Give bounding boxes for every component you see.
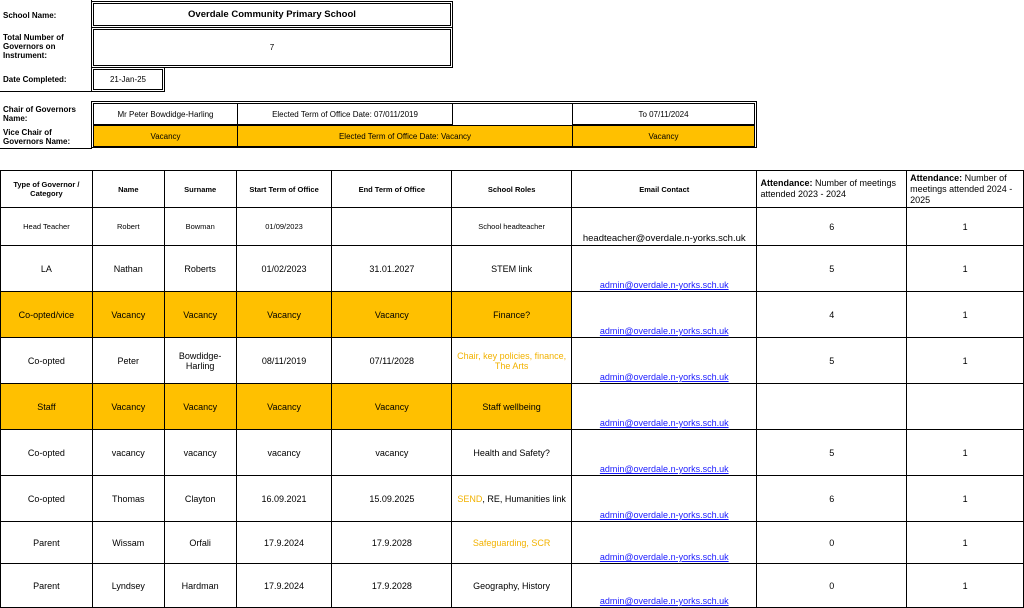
header-name: Name xyxy=(92,171,164,208)
email-link[interactable]: admin@overdale.n-yorks.sch.uk xyxy=(599,418,729,428)
cell-start: 01/09/2023 xyxy=(236,208,332,246)
cell-end: 17.9.2028 xyxy=(332,522,452,564)
cell-end xyxy=(332,208,452,246)
vice-chair-term-value xyxy=(237,125,573,147)
cell-name: Vacancy xyxy=(92,292,164,338)
cell-att-2024: 1 xyxy=(907,338,1024,384)
cell-att-2024 xyxy=(907,384,1024,430)
governors-table xyxy=(0,170,1024,608)
date-completed-label: Date Completed: xyxy=(3,75,67,84)
chair-name-text: Mr Peter Bowdidge-Harling xyxy=(117,109,214,119)
cell-att-2024: 1 xyxy=(907,564,1024,608)
cell-name: Wissam xyxy=(92,522,164,564)
cell-start: 08/11/2019 xyxy=(236,338,332,384)
date-completed-text: 21-Jan-25 xyxy=(109,75,147,84)
cell-end: vacancy xyxy=(332,430,452,476)
cell-name: Vacancy xyxy=(92,384,164,430)
cell-att-2024: 1 xyxy=(907,430,1024,476)
header-start-term: Start Term of Office xyxy=(236,171,332,208)
governors-count-text: 7 xyxy=(269,43,275,52)
cell-name: Thomas xyxy=(92,476,164,522)
cell-att-2023: 5 xyxy=(757,246,907,292)
cell-roles xyxy=(452,476,572,522)
cell-email xyxy=(572,522,757,564)
cell-type: Co-opted xyxy=(1,430,93,476)
cell-att-2023: 4 xyxy=(757,292,907,338)
cell-email xyxy=(572,338,757,384)
cell-roles: Finance? xyxy=(452,292,572,338)
table-header-row xyxy=(1,171,1024,208)
cell-start: vacancy xyxy=(236,430,332,476)
cell-start: 16.09.2021 xyxy=(236,476,332,522)
cell-name: Robert xyxy=(92,208,164,246)
cell-att-2023: 0 xyxy=(757,564,907,608)
cell-end: Vacancy xyxy=(332,292,452,338)
cell-roles: Safeguarding, SCR xyxy=(452,522,572,564)
cell-email xyxy=(572,384,757,430)
table-row xyxy=(1,292,1024,338)
vice-chair-label: Vice Chair of Governors Name: xyxy=(3,128,71,146)
cell-end: 17.9.2028 xyxy=(332,564,452,608)
cell-att-2024: 1 xyxy=(907,208,1024,246)
table-row xyxy=(1,564,1024,608)
cell-roles: Staff wellbeing xyxy=(452,384,572,430)
cell-surname: Vacancy xyxy=(164,384,236,430)
chair-term-text: Elected Term of Office Date: 07/011/2019 xyxy=(272,109,418,119)
email-link[interactable]: admin@overdale.n-yorks.sch.uk xyxy=(599,372,729,382)
table-row xyxy=(1,246,1024,292)
table-row xyxy=(1,522,1024,564)
table-row xyxy=(1,430,1024,476)
cell-type: Head Teacher xyxy=(1,208,93,246)
cell-type: Parent xyxy=(1,522,93,564)
roles-rest: , RE, Humanities link xyxy=(482,493,566,504)
cell-start: 01/02/2023 xyxy=(236,246,332,292)
email-link[interactable]: admin@overdale.n-yorks.sch.uk xyxy=(599,464,729,474)
cell-att-2023: 5 xyxy=(757,430,907,476)
cell-att-2024: 1 xyxy=(907,292,1024,338)
cell-att-2023 xyxy=(757,384,907,430)
attendance-1-text: Number of meetings attended 2023 - 2024 xyxy=(760,178,897,199)
cell-att-2023: 0 xyxy=(757,522,907,564)
chair-to-text: To 07/11/2024 xyxy=(638,109,689,119)
cell-roles: STEM link xyxy=(452,246,572,292)
cell-type: Co-opted xyxy=(1,338,93,384)
cell-email xyxy=(572,564,757,608)
cell-name: vacancy xyxy=(92,430,164,476)
cell-surname: Clayton xyxy=(164,476,236,522)
header-email: Email Contact xyxy=(572,171,757,208)
cell-att-2024: 1 xyxy=(907,246,1024,292)
chair-to-value xyxy=(572,103,755,125)
cell-name: Lyndsey xyxy=(92,564,164,608)
cell-type: Co-opted/vice xyxy=(1,292,93,338)
cell-end: Vacancy xyxy=(332,384,452,430)
header-attendance-2023-2024 xyxy=(757,171,907,208)
cell-surname: Vacancy xyxy=(164,292,236,338)
cell-type: Co-opted xyxy=(1,476,93,522)
vice-chair-name-value xyxy=(93,125,238,147)
cell-name: Nathan xyxy=(92,246,164,292)
email-link[interactable]: admin@overdale.n-yorks.sch.uk xyxy=(599,280,729,290)
email-link[interactable]: admin@overdale.n-yorks.sch.uk xyxy=(599,552,729,562)
cell-roles: Health and Safety? xyxy=(452,430,572,476)
cell-email xyxy=(572,430,757,476)
header-divider-1 xyxy=(0,91,92,103)
vice-chair-to-text: Vacancy xyxy=(648,131,679,141)
attendance-bold-label: Attendance: xyxy=(760,178,813,188)
cell-name: Peter xyxy=(92,338,164,384)
cell-end: 07/11/2028 xyxy=(332,338,452,384)
cell-att-2023: 6 xyxy=(757,476,907,522)
chair-label: Chair of Governors Name: xyxy=(3,105,76,123)
table-row xyxy=(1,384,1024,430)
cell-att-2023: 5 xyxy=(757,338,907,384)
chair-name-value xyxy=(93,103,238,125)
cell-roles: Geography, History xyxy=(452,564,572,608)
email-link[interactable]: admin@overdale.n-yorks.sch.uk xyxy=(599,596,729,606)
cell-surname: Roberts xyxy=(164,246,236,292)
cell-surname: vacancy xyxy=(164,430,236,476)
cell-surname: Bowman xyxy=(164,208,236,246)
governors-count-label: Total Number of Governors on Instrument: xyxy=(3,33,64,60)
table-row xyxy=(1,208,1024,246)
cell-type: Staff xyxy=(1,384,93,430)
cell-end: 31.01.2027 xyxy=(332,246,452,292)
cell-att-2024: 1 xyxy=(907,522,1024,564)
header-school-roles: School Roles xyxy=(452,171,572,208)
roles-highlight: SEND xyxy=(457,493,483,504)
cell-start: Vacancy xyxy=(236,384,332,430)
cell-att-2024: 1 xyxy=(907,476,1024,522)
vice-chair-term-text: Elected Term of Office Date: Vacancy xyxy=(338,131,472,141)
header-end-term: End Term of Office xyxy=(332,171,452,208)
school-name-value xyxy=(91,1,453,28)
table-row xyxy=(1,476,1024,522)
cell-type: LA xyxy=(1,246,93,292)
cell-surname: Bowdidge-Harling xyxy=(164,338,236,384)
header-attendance-2024-2025 xyxy=(907,171,1024,208)
cell-roles: School headteacher xyxy=(452,208,572,246)
email-link[interactable]: admin@overdale.n-yorks.sch.uk xyxy=(599,510,729,520)
cell-email xyxy=(572,246,757,292)
email-text: headteacher@overdale.n-yorks.sch.uk xyxy=(582,233,746,244)
header-surname: Surname xyxy=(164,171,236,208)
cell-start: 17.9.2024 xyxy=(236,564,332,608)
school-name-label: School Name: xyxy=(3,11,57,20)
email-link[interactable]: admin@overdale.n-yorks.sch.uk xyxy=(599,326,729,336)
header-divider-2 xyxy=(0,148,92,171)
cell-roles: Chair, key policies, finance, The Arts xyxy=(452,338,572,384)
cell-type: Parent xyxy=(1,564,93,608)
header-type: Type of Governor / Category xyxy=(1,171,93,208)
cell-surname: Orfali xyxy=(164,522,236,564)
cell-email xyxy=(572,208,757,246)
table-row xyxy=(1,338,1024,384)
attendance-bold-label: Attendance: xyxy=(910,172,963,183)
school-name-text: Overdale Community Primary School xyxy=(188,9,356,20)
vice-chair-name-text: Vacancy xyxy=(150,131,181,141)
chair-term-value xyxy=(237,103,453,125)
cell-start: 17.9.2024 xyxy=(236,522,332,564)
cell-email xyxy=(572,292,757,338)
date-completed-value xyxy=(91,67,165,92)
cell-att-2023: 6 xyxy=(757,208,907,246)
cell-email xyxy=(572,476,757,522)
attendance-2-text: Number of meetings attended 2024 - 2025 xyxy=(910,172,1013,205)
cell-surname: Hardman xyxy=(164,564,236,608)
cell-start: Vacancy xyxy=(236,292,332,338)
cell-end: 15.09.2025 xyxy=(332,476,452,522)
governors-count-value xyxy=(91,27,453,68)
vice-chair-to-value xyxy=(572,125,755,147)
